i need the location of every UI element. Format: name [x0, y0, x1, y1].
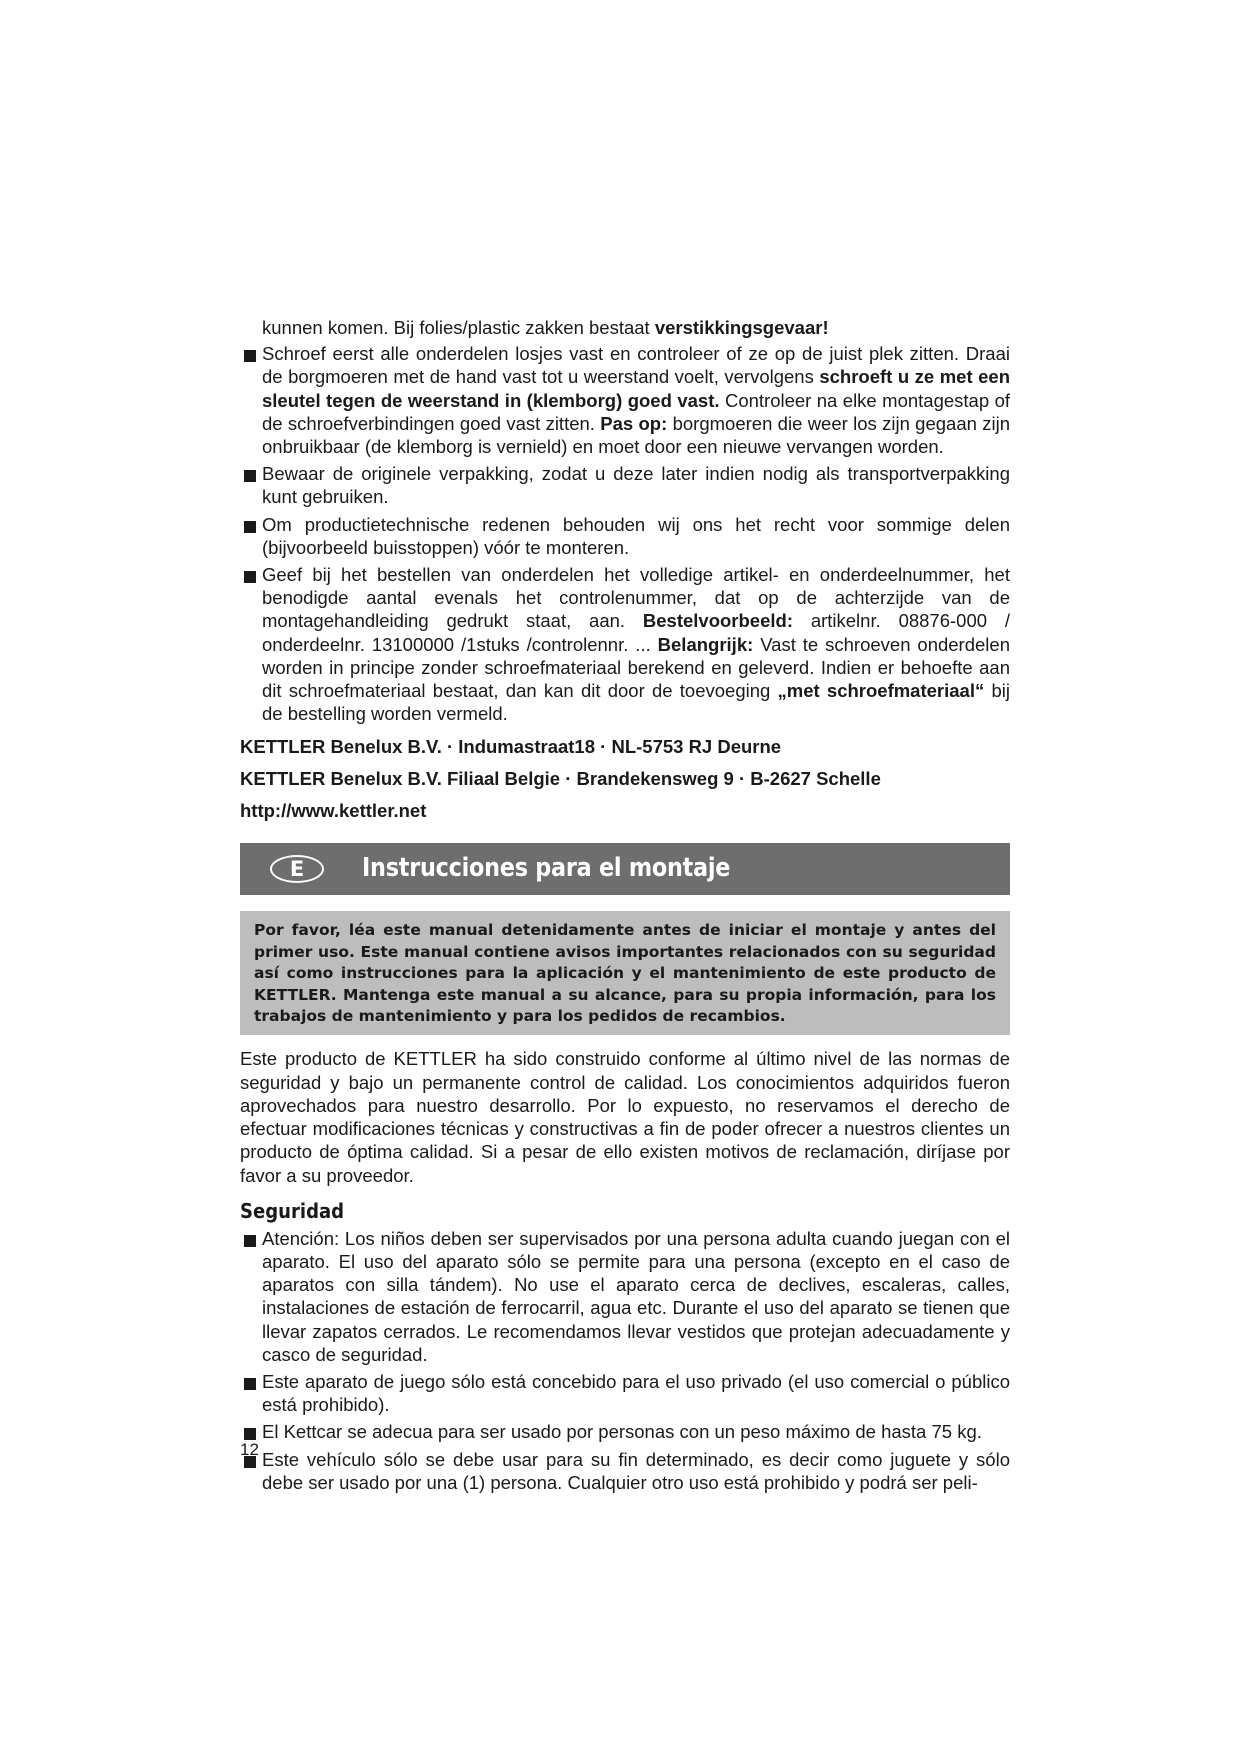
address-netherlands: KETTLER Benelux B.V. · Indumastraat18 · NL-5753 RJ Deurne — [240, 736, 782, 758]
safety-bullet: Atención: Los niños deben ser supervisados por una persona adulta cuando juegan con el aparato. El uso del aparato sólo se permite para una persona (excepto en el caso de aparatos con silla tándem). No use el aparato cerca de declives, escaleras, calles, instalaciones de estación de ferrocarril, agua etc. Durante el uso del aparato se tienen que llevar zapatos cerrados. Le recomendamos llevar vestidos que protejan adecuadamente y casco de seguridad. — [240, 1227, 1010, 1366]
lead-text: kunnen komen. Bij folies/plastic zakken bestaat verstikkingsgevaar! — [262, 317, 829, 338]
section-title: Instrucciones para el montaje — [362, 853, 731, 884]
bullet-keep-packaging: Bewaar de originele verpakking, zodat u deze later indien nodig als transportverpakking kunt gebruiken. — [240, 462, 1010, 508]
address-belgium: KETTLER Benelux B.V. Filiaal Belgie · Brandekensweg 9 · B-2627 Schelle — [240, 768, 881, 790]
page-number: 12 — [240, 1440, 259, 1459]
bullet-square-icon — [244, 571, 256, 583]
bullet-square-icon — [244, 1378, 256, 1390]
section-header-bar — [240, 843, 1010, 895]
page-content — [240, 316, 1010, 1498]
notice-box: Por favor, léa este manual detenidamente antes de iniciar el montaje y antes del primer uso. Este manual contiene avisos importantes relacionados con su seguridad así como instrucciones para la aplicación y el mantenimiento de este producto de KETTLER. Mantenga este manual a su alcance, para su propia información, para los trabajos de mantenimiento y para los pedidos de recambios. — [240, 911, 1010, 1035]
safety-bullet: Este aparato de juego sólo está concebido para el uso privado (el uso comercial o público está prohibido). — [240, 1370, 1010, 1416]
bullet-premounted: Om productietechnische redenen behouden wij ons het recht voor sommige delen (bijvoorbeeld buisstoppen) vóór te monteren. — [240, 513, 1010, 559]
safety-bullet: El Kettcar se adecua para ser usado por personas con un peso máximo de hasta 75 kg. — [240, 1420, 1010, 1443]
bullet-screw-parts: Schroef eerst alle onderdelen losjes vast en controleer of ze op de juist plek zitten. Draai de borgmoeren met de hand vast tot u weerstand voelt, vervolgens schroeft u ze met een sleutel tegen de weerstand in (klemborg) goed vast. Controleer na elke montagestap of de schroefverbindingen goed vast zitten. Pas op: borgmoeren die weer los zijn gegaan zijn onbruikbaar (de klemborg is vernield) en moet door een nieuwe vervangen worden. — [240, 342, 1010, 458]
bullet-square-icon — [244, 1428, 256, 1440]
website-link[interactable]: http://www.kettler.net — [240, 800, 427, 822]
bullet-square-icon — [244, 1235, 256, 1247]
bullet-square-icon — [244, 470, 256, 482]
bullet-square-icon — [244, 521, 256, 533]
safety-heading: Seguridad — [240, 1198, 345, 1223]
bullet-ordering-parts: Geef bij het bestellen van onderdelen het volledige artikel- en onderdeelnummer, het benodigde aantal evenals het controlenummer, dat op de achterzijde van de montagehandleiding gedrukt staat, aan. Bestelvoorbeeld: artikelnr. 08876-000 / onderdeelnr. 13100000 /1stuks /controlennr. ... Belangrijk: Vast te schroeven onderdelen worden in principe zonder schroefmateriaal berekend en geleverd. Indien er behoefte aan dit schroefmateriaal bestaat, dan kan dit door de toevoeging „met schroefmateriaal“ bij de bestelling worden vermeld. — [240, 563, 1010, 725]
bullet-square-icon — [244, 350, 256, 362]
language-badge: E — [270, 855, 324, 883]
safety-bullet: Este vehículo sólo se debe usar para su fin determinado, es decir como juguete y sólo debe ser usado por una (1) persona. Cualquier otro uso está prohibido y podrá ser peli- — [240, 1448, 1010, 1494]
intro-paragraph: Este producto de KETTLER ha sido construido conforme al último nivel de las normas de seguridad y bajo un permanente control de calidad. Los conocimientos adquiridos fueron aprovechados para nuestro desarrollo. Por lo expuesto, no reservamos el derecho de efectuar modificaciones técnicas y constructivas a fin de poder ofrecer a nuestros clientes un producto de óptima calidad. Si a pesar de ello existen motivos de reclamación, diríjase por favor a su proveedor. — [240, 1048, 1010, 1186]
